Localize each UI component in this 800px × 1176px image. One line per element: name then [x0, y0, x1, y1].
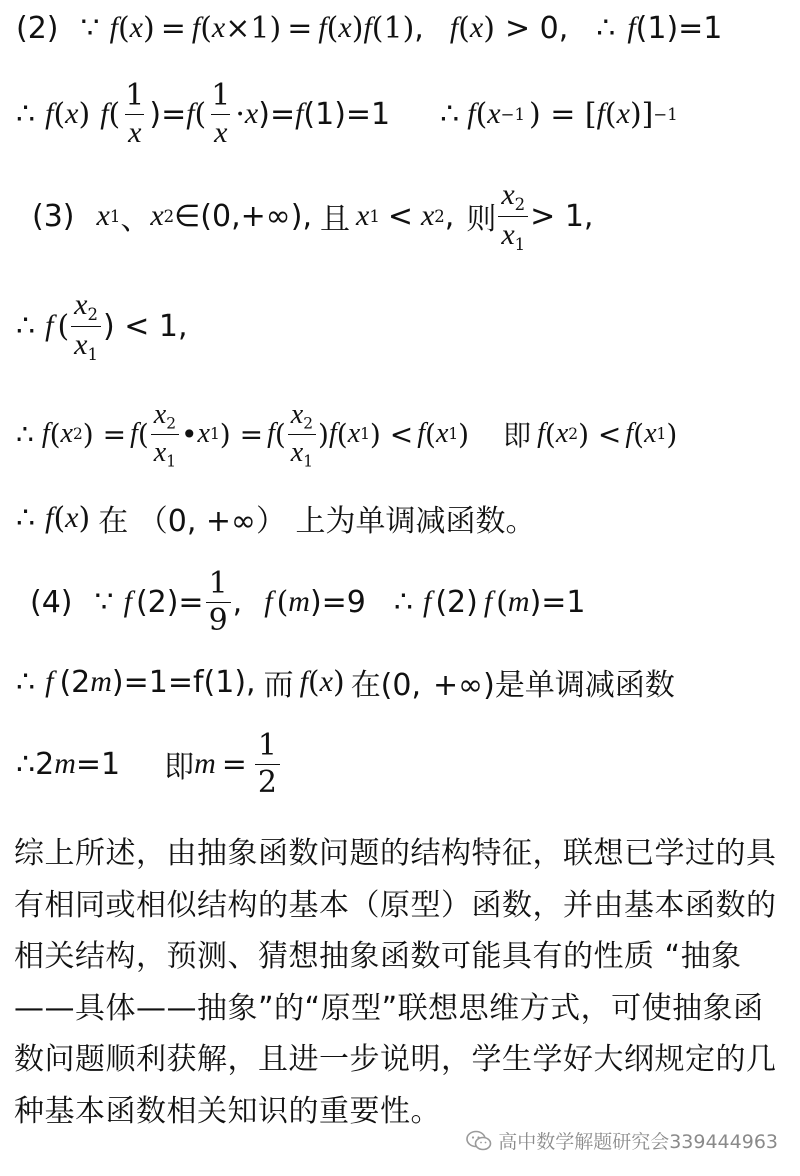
fraction-denominator: x: [125, 114, 144, 149]
math-token: 2: [434, 206, 445, 226]
therefore-symbol: ∴: [440, 96, 460, 132]
math-token: f: [596, 97, 605, 130]
therefore-symbol: ∴: [16, 308, 36, 344]
math-token: (: [200, 10, 212, 46]
math-token: f: [422, 585, 432, 618]
math-token: x: [153, 436, 167, 468]
math-token: (2: [59, 664, 91, 700]
fraction-x2-over-x1: [498, 179, 528, 252]
math-token: (: [53, 96, 66, 132]
math-token: (2): [435, 584, 478, 620]
math-token: 1: [166, 451, 177, 470]
fraction-denominator: x: [211, 114, 230, 149]
math-token: m: [90, 665, 112, 698]
math-token: x: [435, 418, 449, 449]
math-token: =: [287, 10, 313, 46]
math-token: (: [137, 417, 149, 451]
part-label: (2): [16, 10, 59, 46]
math-token: (: [53, 500, 66, 536]
math-line-part-3-conclusion: [16, 496, 536, 540]
math-token: ): [78, 500, 91, 536]
math-token: )=: [258, 96, 296, 132]
math-line-part-4-step1: [16, 562, 586, 642]
math-token: 且: [319, 202, 350, 237]
math-token: )=: [149, 96, 187, 132]
math-token: m: [288, 585, 310, 618]
therefore-symbol: ∴: [16, 417, 34, 451]
math-token: m: [54, 747, 76, 780]
math-token: ) <: [578, 417, 622, 451]
math-token: ·: [235, 96, 245, 132]
math-token: ∴2: [16, 746, 55, 782]
math-token: 2: [303, 414, 314, 433]
math-token: 即: [164, 750, 195, 785]
math-token: f: [45, 501, 54, 534]
math-token: (: [496, 584, 508, 620]
math-token: ): [351, 10, 364, 46]
math-token: 1: [87, 344, 98, 364]
math-token: f: [109, 11, 118, 44]
math-token: )=1: [529, 584, 586, 620]
math-token: (: [604, 96, 617, 132]
math-line-part-4-conclusion: [16, 724, 282, 804]
math-token: 在 （0, +∞） 上为单调减函数。: [98, 504, 536, 539]
fraction-numerator: 1: [125, 78, 145, 113]
math-line-part-3-step1: [16, 178, 593, 254]
math-token: f: [45, 665, 54, 698]
math-token: x: [347, 418, 361, 449]
part-label: (3): [32, 198, 75, 234]
math-token: 在(0,: [350, 668, 422, 703]
fraction-numerator: 1: [257, 728, 277, 763]
math-token: f: [45, 97, 54, 130]
math-token: 2: [72, 425, 83, 443]
math-token: 1: [209, 425, 220, 443]
math-token: x: [74, 288, 88, 322]
math-token: (: [544, 417, 556, 451]
therefore-symbol: ∴: [393, 584, 413, 620]
math-token: ×1: [225, 10, 270, 46]
math-token: f: [627, 11, 636, 44]
math-token: 而: [263, 668, 294, 703]
math-token: 1: [360, 425, 370, 443]
fraction-1-over-x: [208, 80, 233, 148]
math-token: −1: [653, 104, 678, 124]
math-token: x: [290, 436, 304, 468]
math-token: ∈(0,+∞),: [174, 198, 312, 234]
math-line-part-2-step1: [16, 6, 722, 50]
math-token: x: [469, 11, 484, 44]
math-token: (: [458, 10, 470, 46]
math-token: x: [501, 217, 515, 251]
math-token: f: [45, 309, 54, 342]
math-token: f: [328, 418, 337, 449]
math-token: (1): [371, 10, 415, 46]
math-token: x: [129, 11, 143, 44]
math-token: +∞)是单调减函数: [433, 668, 675, 703]
math-token: x: [244, 97, 259, 130]
fraction-1-over-2: [255, 730, 280, 798]
math-token: x: [96, 199, 110, 232]
math-token: 1: [303, 451, 314, 470]
fraction-denominator: 9: [206, 602, 231, 637]
fraction-1-over-x: [122, 80, 147, 148]
fraction-1-over-9: [206, 568, 231, 636]
math-token: x: [65, 97, 79, 130]
math-token: (: [326, 10, 339, 46]
math-token: x: [65, 501, 79, 534]
math-token: x: [616, 97, 630, 130]
math-token: (: [108, 96, 121, 132]
math-token: m: [507, 585, 530, 618]
math-token: )=9: [309, 584, 366, 620]
math-token: 1: [448, 425, 459, 443]
math-token: f: [467, 97, 476, 130]
math-token: ): [78, 96, 91, 132]
math-token: > 1,: [530, 198, 594, 234]
math-token: (: [117, 10, 130, 46]
math-token: =: [221, 746, 247, 782]
fraction-x2-over-x1: [151, 399, 179, 469]
therefore-symbol: ∴: [16, 664, 36, 700]
therefore-symbol: ∴: [16, 96, 36, 132]
because-symbol: ∵: [94, 584, 114, 620]
math-token: =: [160, 10, 186, 46]
math-token: (: [49, 417, 61, 451]
fraction-numerator: 1: [208, 566, 228, 601]
fraction-numerator: 1: [211, 78, 231, 113]
math-token: 1: [656, 425, 667, 443]
math-token: m: [194, 747, 216, 780]
math-line-part-3-step3: [16, 394, 677, 474]
math-token: f: [186, 97, 195, 130]
math-token: −1: [500, 104, 525, 124]
therefore-symbol: ∴: [596, 10, 616, 46]
math-token: (1)=1: [635, 10, 723, 46]
math-token: =1: [75, 746, 121, 782]
math-token: x: [501, 178, 515, 212]
math-token: ) <: [369, 417, 414, 451]
math-token: ): [666, 417, 678, 451]
math-line-part-3-step2: [16, 286, 188, 366]
math-token: (: [475, 96, 488, 132]
math-token: x: [420, 199, 435, 232]
math-token: ): [269, 10, 282, 46]
math-token: 2: [163, 206, 175, 226]
math-token: )=1=f(1),: [111, 664, 256, 700]
math-token: (: [274, 417, 286, 451]
math-token: (: [307, 664, 320, 700]
math-token: x: [211, 11, 226, 44]
math-token: ,: [232, 584, 243, 620]
watermark: [466, 1127, 778, 1154]
math-token: > 0,: [504, 10, 569, 46]
math-token: f: [417, 418, 425, 449]
math-token: ): [142, 10, 155, 46]
math-token: ): [332, 664, 345, 700]
math-token: f: [130, 418, 138, 449]
math-token: f: [100, 97, 109, 130]
math-token: (: [276, 584, 289, 620]
math-token: f: [318, 11, 327, 44]
math-token: x: [153, 398, 167, 430]
math-token: f: [363, 11, 372, 44]
math-token: f: [483, 585, 493, 618]
math-token: x: [74, 327, 88, 361]
fraction-denominator: 2: [255, 764, 280, 799]
math-token: (: [633, 417, 645, 451]
math-token: x: [644, 418, 657, 449]
math-token: ,: [414, 10, 424, 46]
math-token: )]: [629, 96, 654, 132]
math-token: f: [264, 585, 273, 618]
math-token: 1: [514, 234, 526, 254]
math-token: (: [336, 417, 348, 451]
math-token: x: [555, 418, 569, 449]
fraction-x2-over-x1: [71, 289, 101, 362]
part-label: (4): [30, 584, 73, 620]
watermark-text: 高中数学解题研究会339444963: [498, 1131, 778, 1153]
math-token: 、: [120, 202, 151, 237]
math-token: ): [483, 10, 495, 46]
summary-paragraph: 综上所述，由抽象函数问题的结构特征，联想已学过的具有相同或相似结构的基本（原型）函数，并由基本函数的相关结构，预测、猜想抽象函数可能具有的性质 “抽象——具体——抽象”的“原型”联想思维方式，可使抽象函数问题顺利获解，且进一步说明，学生学好大纲规定的几种基本函数相关知识的重要性。: [14, 836, 777, 1129]
math-token: (2)=: [135, 584, 204, 620]
math-token: x: [197, 418, 210, 449]
math-line-part-4-step2: [16, 660, 675, 704]
math-token: f: [299, 665, 308, 698]
math-token: (: [57, 308, 70, 344]
math-line-part-2-step2: [16, 74, 678, 154]
math-token: f: [625, 418, 634, 449]
because-symbol: ∵: [80, 10, 100, 46]
math-token: x: [355, 199, 370, 232]
math-token: ) =: [219, 417, 264, 451]
math-token: 2: [514, 195, 526, 215]
math-token: ) < 1,: [102, 308, 188, 344]
math-token: (: [194, 96, 207, 132]
math-token: •: [181, 417, 198, 451]
math-token: 2: [166, 414, 177, 433]
math-token: ) =: [82, 417, 127, 451]
math-token: x: [290, 398, 304, 430]
math-token: x: [60, 418, 73, 449]
math-token: <: [387, 198, 413, 234]
fraction-x2-over-x1: [288, 399, 316, 469]
math-token: f: [41, 418, 50, 449]
math-token: 2: [87, 305, 98, 325]
math-token: 即: [503, 419, 532, 452]
math-token: f: [537, 418, 545, 449]
math-token: (: [425, 417, 436, 451]
math-token: x: [338, 11, 352, 44]
math-token: ): [318, 417, 329, 451]
math-token: ): [458, 417, 470, 451]
math-token: 1: [369, 206, 380, 226]
math-token: 1: [109, 206, 121, 226]
math-token: f: [191, 11, 201, 44]
math-token: ,: [444, 198, 455, 234]
math-token: 2: [568, 425, 579, 443]
math-token: f: [449, 11, 459, 44]
math-token: f: [295, 97, 304, 130]
therefore-symbol: ∴: [16, 500, 36, 536]
math-token: (1)=1: [303, 96, 391, 132]
math-token: x: [487, 97, 501, 130]
math-token: f: [267, 418, 275, 449]
math-token: 则: [466, 202, 497, 237]
math-token: x: [150, 199, 164, 232]
math-token: x: [319, 665, 333, 698]
math-token: ) = [: [528, 96, 597, 132]
math-token: f: [123, 585, 132, 618]
wechat-icon: [466, 1130, 492, 1152]
